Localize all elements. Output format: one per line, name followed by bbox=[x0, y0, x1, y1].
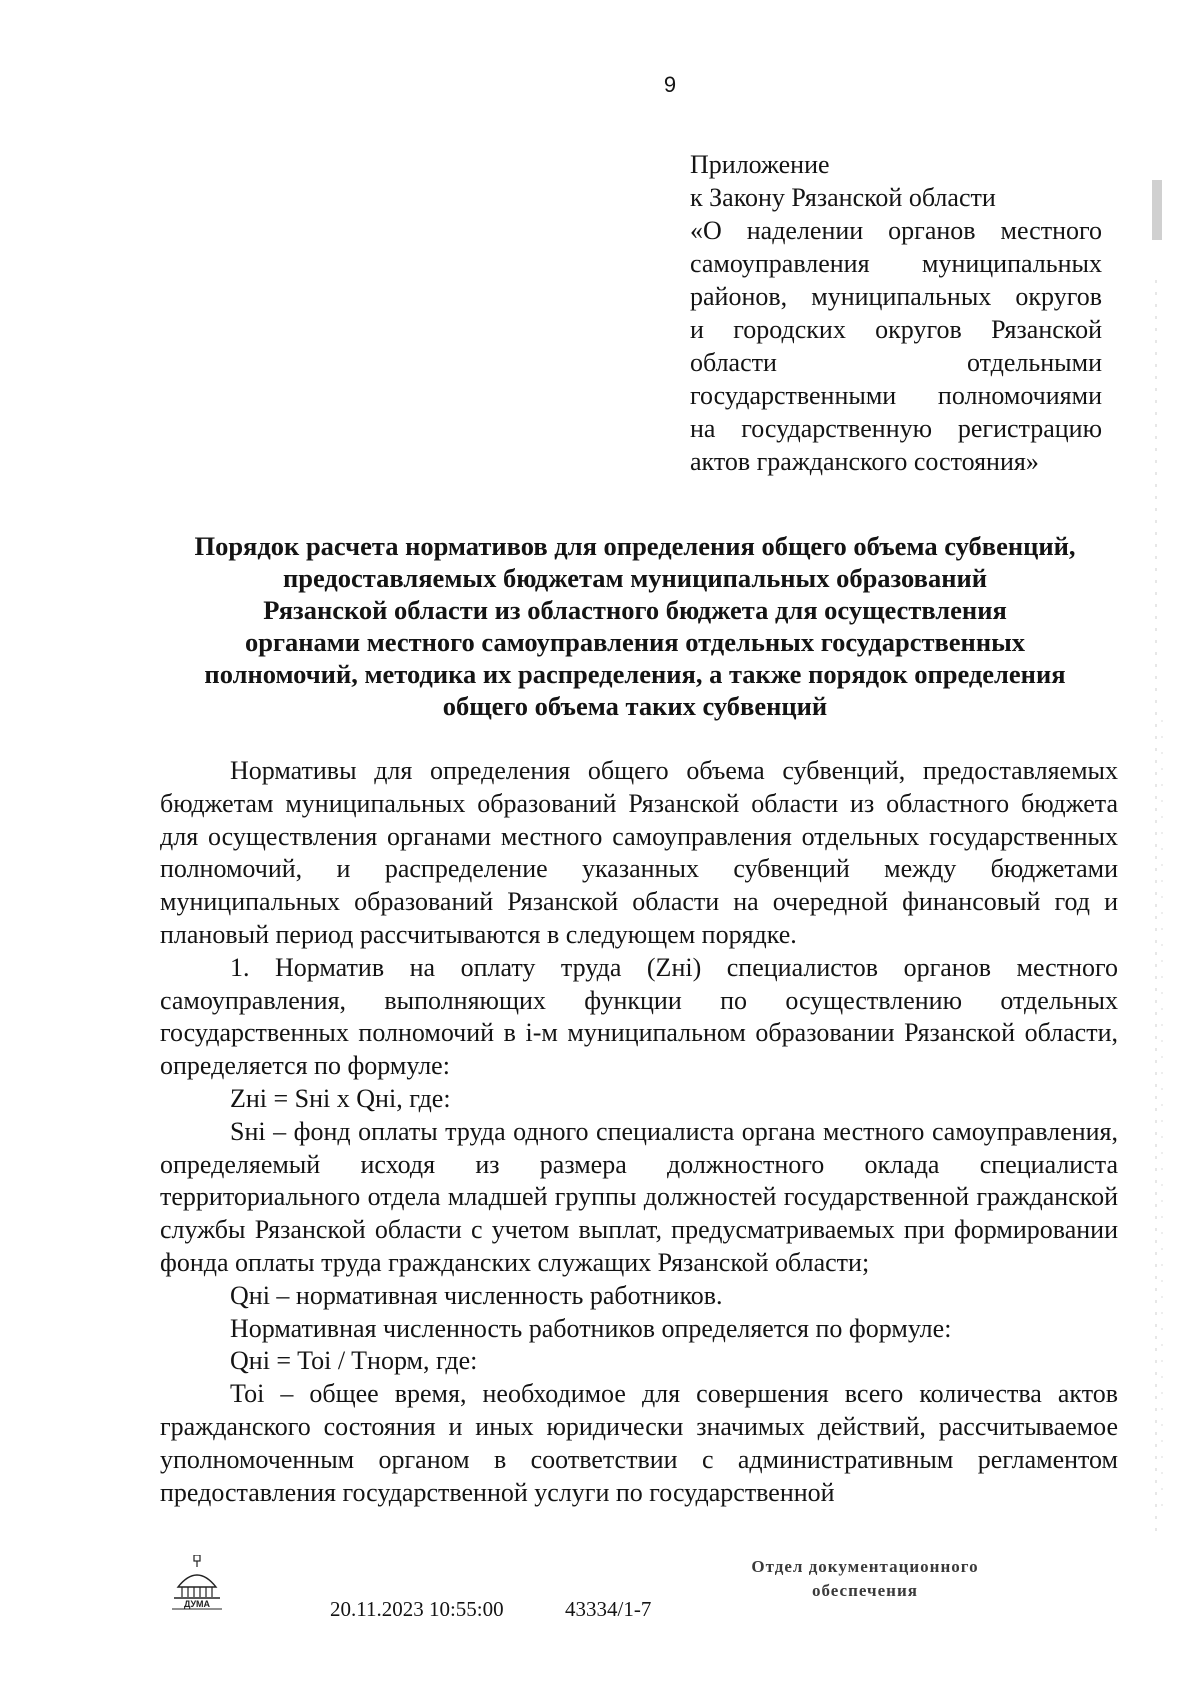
appendix-line: актов гражданского состояния» bbox=[690, 447, 1039, 476]
department-line: обеспечения bbox=[812, 1581, 918, 1600]
body-paragraph: Qнi – нормативная численность работников. bbox=[230, 1280, 723, 1310]
scan-margin-marks bbox=[1150, 120, 1170, 1540]
appendix-header bbox=[690, 148, 1102, 478]
footer-department bbox=[715, 1555, 1015, 1603]
logo-label: ДУМА bbox=[183, 1599, 211, 1609]
formula-line: Qнi = Toi / Tнорм, где: bbox=[230, 1346, 478, 1376]
appendix-line: районов, муниципальных округов bbox=[690, 282, 1102, 311]
formula-line: Zнi = Sнi x Qнi, где: bbox=[230, 1083, 451, 1113]
footer-date: 20.11.2023 10:55:00 bbox=[330, 1597, 504, 1621]
appendix-line: самоуправления муниципальных bbox=[690, 249, 1102, 278]
body-paragraph: Нормативная численность работников определяется по формуле: bbox=[230, 1313, 952, 1343]
appendix-line: государственными полномочиями bbox=[690, 381, 1102, 410]
department-line: Отдел документационного bbox=[751, 1557, 979, 1576]
appendix-line: Приложение bbox=[690, 150, 830, 179]
body-paragraph: Sнi – фонд оплаты труда одного специалиста органа местного самоуправления, определяемый исходя из размера должностного оклада специалиста территориального отдела младшей группы должностей государственной гражданской службы Рязанской области с учетом выплат, предусматриваемых при формировании фонда оплаты труда гражданских служащих Рязанской области; bbox=[160, 1116, 1118, 1277]
appendix-line: «О наделении органов местного bbox=[690, 216, 1102, 245]
appendix-line: и городских округов Рязанской bbox=[690, 315, 1102, 344]
body-paragraph: 1. Норматив на оплату труда (Zнi) специалистов органов местного самоуправления, выполняющих функции по осуществлению отдельных государственных полномочий в i-м муниципальном образовании Рязанской области, определяется по формуле: bbox=[160, 952, 1118, 1081]
body-paragraph: Нормативы для определения общего объема субвенций, предоставляемых бюджетам муниципальных образований Рязанской области из областного бюджета для осуществления органами местного самоуправления отдельных государственных полномочий, и распределение указанных субвенций между бюджетами муниципальных образований Рязанской области на очередной финансовый год и плановый период рассчитываются в следующем порядке. bbox=[160, 756, 1118, 949]
page-number: 9 bbox=[663, 72, 677, 97]
footer-document-number: 43334/1-7 bbox=[565, 1597, 652, 1621]
document-body bbox=[160, 755, 1118, 1509]
appendix-line: к Закону Рязанской области bbox=[690, 183, 996, 212]
body-paragraph: Toi – общее время, необходимое для совершения всего количества актов гражданского состояния и иных юридически значимых действий, рассчитываемое уполномоченным органом в соответствии с административным регламентом предоставления государственной услуги по государственной bbox=[160, 1379, 1118, 1507]
title-line: Рязанской области из областного бюджета для осуществления bbox=[263, 595, 1007, 625]
title-line: полномочий, методика их распределения, а также порядок определения bbox=[204, 659, 1066, 689]
document-title bbox=[155, 530, 1115, 722]
title-line: органами местного самоуправления отдельных государственных bbox=[244, 627, 1026, 657]
title-line: общего объема таких субвенций bbox=[442, 691, 828, 721]
title-line: Порядок расчета нормативов для определения общего объема субвенций, bbox=[194, 531, 1076, 561]
appendix-line: области отдельными bbox=[690, 348, 1102, 377]
duma-logo-icon bbox=[170, 1555, 224, 1610]
appendix-line: на государственную регистрацию bbox=[690, 414, 1102, 443]
title-line: предоставляемых бюджетам муниципальных образований bbox=[282, 563, 988, 593]
